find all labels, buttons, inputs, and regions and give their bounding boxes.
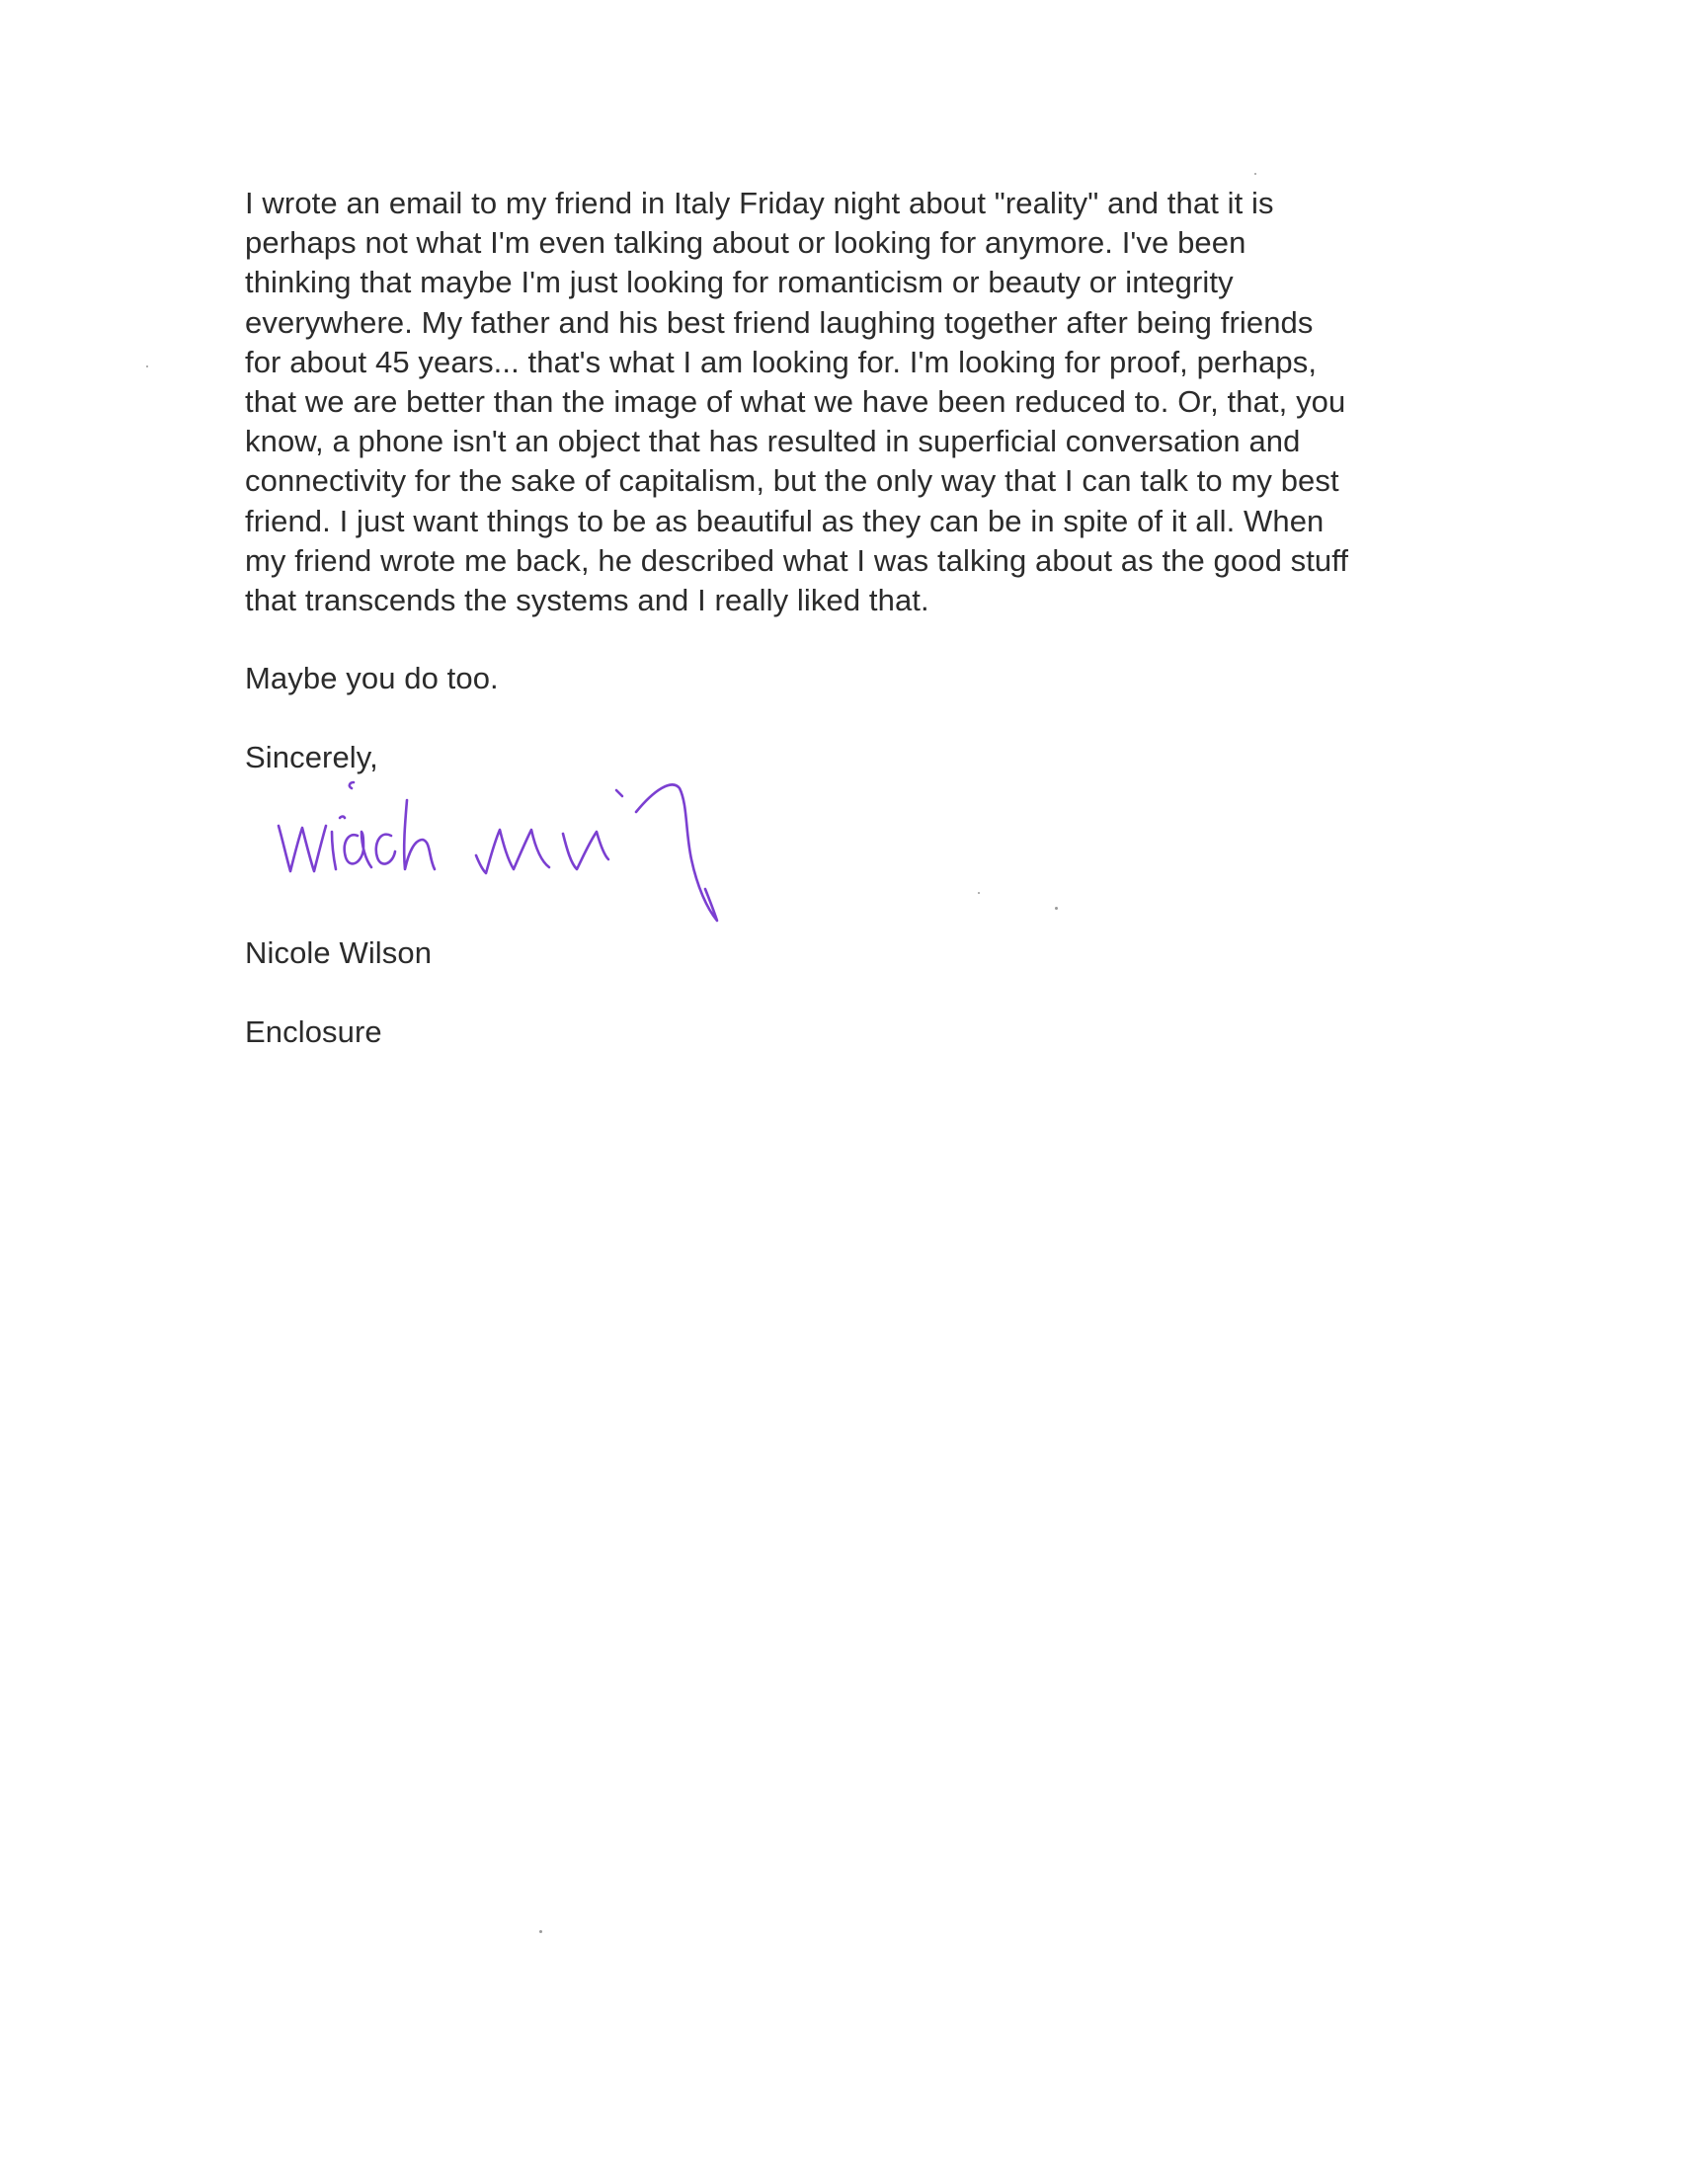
body-line: perhaps not what I'm even talking about or looking for anymore. I've been bbox=[245, 225, 1246, 261]
body-line: thinking that maybe I'm just looking for romanticism or beauty or integrity bbox=[245, 265, 1234, 300]
salutation: Sincerely, bbox=[245, 740, 378, 774]
body-line: that transcends the systems and I really liked that. bbox=[245, 582, 929, 617]
letter-body bbox=[245, 184, 1470, 620]
scan-speck bbox=[539, 1930, 542, 1933]
scan-speck bbox=[146, 365, 148, 367]
body-line: connectivity for the sake of capitalism, but the only way that I can talk to my best bbox=[245, 463, 1339, 499]
closing-line: Maybe you do too. bbox=[245, 661, 499, 695]
body-line: know, a phone isn't an object that has resulted in superficial conversation and bbox=[245, 424, 1301, 459]
body-line: I wrote an email to my friend in Italy Friday night about "reality" and that it is bbox=[245, 186, 1274, 220]
body-line: my friend wrote me back, he described what I was talking about as the good stuff bbox=[245, 542, 1349, 578]
body-line: for about 45 years... that's what I am looking for. I'm looking for proof, perhaps, bbox=[245, 344, 1318, 379]
body-line: friend. I just want things to be as beautiful as they can be in spite of it all. When bbox=[245, 503, 1325, 538]
body-line: everywhere. My father and his best friend laughing together after being friends bbox=[245, 304, 1314, 340]
signer-name: Nicole Wilson bbox=[245, 935, 433, 970]
scan-speck bbox=[1055, 907, 1058, 910]
body-line: that we are better than the image of what we have been reduced to. Or, that, you bbox=[245, 383, 1346, 419]
handwritten-signature bbox=[267, 761, 849, 938]
scan-speck bbox=[1254, 173, 1256, 175]
enclosure-note: Enclosure bbox=[245, 1014, 382, 1049]
scan-speck bbox=[978, 892, 980, 894]
